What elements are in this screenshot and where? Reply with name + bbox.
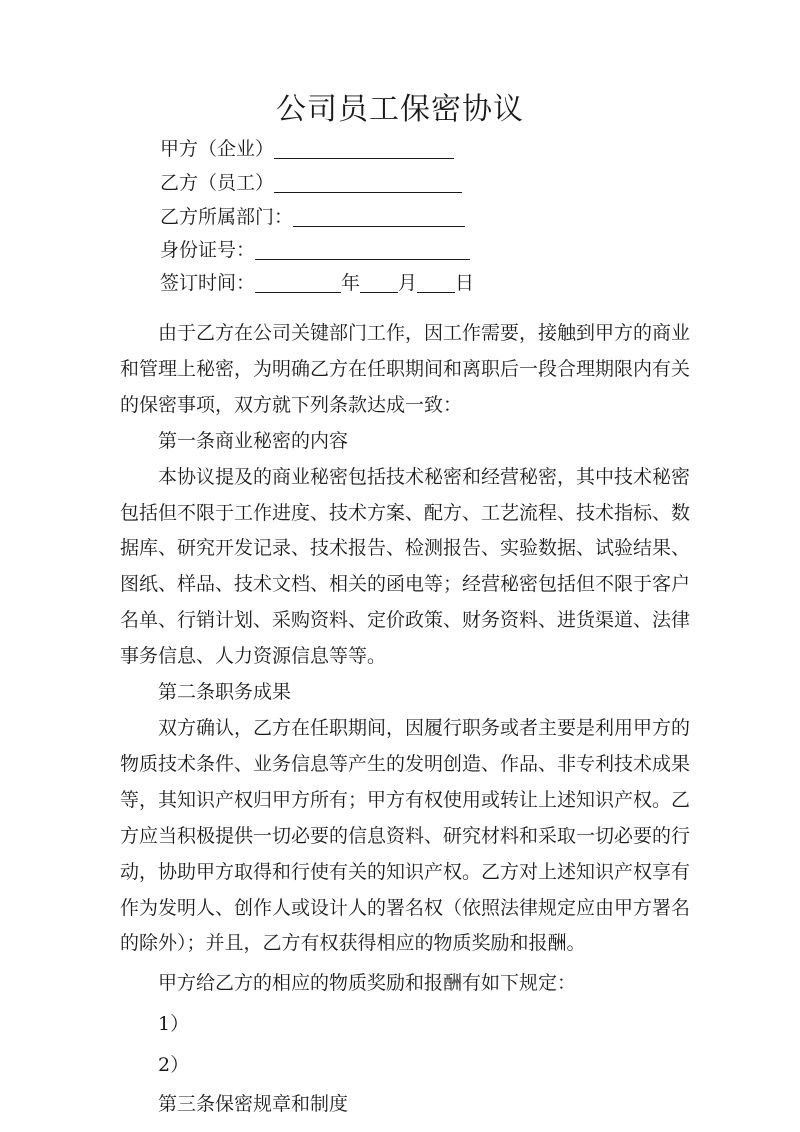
reward-rule-item-2: 2） [158,1053,190,1076]
year-label: 年 [341,272,361,294]
article-3-heading: 第三条保密规章和制度 [158,1093,349,1116]
party-b-blank-line [274,170,462,193]
intro-paragraph: 由于乙方在公司关键部门工作，因工作需要，接触到甲方的商业和管理上秘密，为明确乙方在任职期间和离职后一段合理期限内有关的保密事项，双方就下列条款达成一致： [120,322,691,416]
year-blank-line [255,270,341,293]
party-a-blank-line [274,136,454,159]
agreement-body [120,316,690,1123]
reward-rule-item-1: 1） [158,1013,190,1036]
article-2-paragraph: 双方确认，乙方在任职期间，因履行职务或者主要是利用甲方的物质技术条件、业务信息等产生的发明创造、作品、非专利技术成果等，其知识产权归甲方所有；甲方有权使用或转让上述知识产权。乙方应当积极提供一切必要的信息资料、研究材料和采取一切必要的行动，协助甲方取得和行使有关的知识产权。乙方对上述知识产权享有作为发明人、创作人或设计人的署名权（依照法律规定应由甲方署名的除外）；并且，乙方有权获得相应的物质奖励和报酬。 [120,716,691,955]
party-b-label: 乙方（员工） [160,172,275,194]
month-blank-line [360,270,398,293]
document-title: 公司员工保密协议 [276,92,524,127]
reward-rules-paragraph: 甲方给乙方的相应的物质奖励和报酬有如下规定： [158,972,577,995]
id-number-blank-line [255,237,470,260]
id-number-field [160,233,470,267]
id-number-label: 身份证号： [160,239,256,261]
article-1-paragraph: 本协议提及的商业秘密包括技术秘密和经营秘密，其中技术秘密包括但不限于工作进度、技术方案、配方、工艺流程、技术指标、数据库、研究开发记录、技术报告、检测报告、实验数据、试验结果、图纸、样品、技术文档、相关的函电等；经营秘密包括但不限于客户名单、行销计划、采购资料、定价政策、财务资料、进货渠道、法律事务信息、人力资源信息等等。 [120,465,691,668]
party-b-field [160,166,462,200]
department-blank-line [293,204,465,227]
party-a-field [160,132,454,166]
department-field [160,200,465,234]
sign-date-label: 签订时间： [160,272,256,294]
department-label: 乙方所属部门： [160,206,294,228]
sign-date-field [160,266,474,300]
article-1-heading: 第一条商业秘密的内容 [158,429,349,452]
day-label: 日 [455,272,475,294]
party-a-label: 甲方（企业） [160,138,275,160]
article-2-heading: 第二条职务成果 [158,681,292,704]
day-blank-line [417,270,455,293]
month-label: 月 [398,272,418,294]
